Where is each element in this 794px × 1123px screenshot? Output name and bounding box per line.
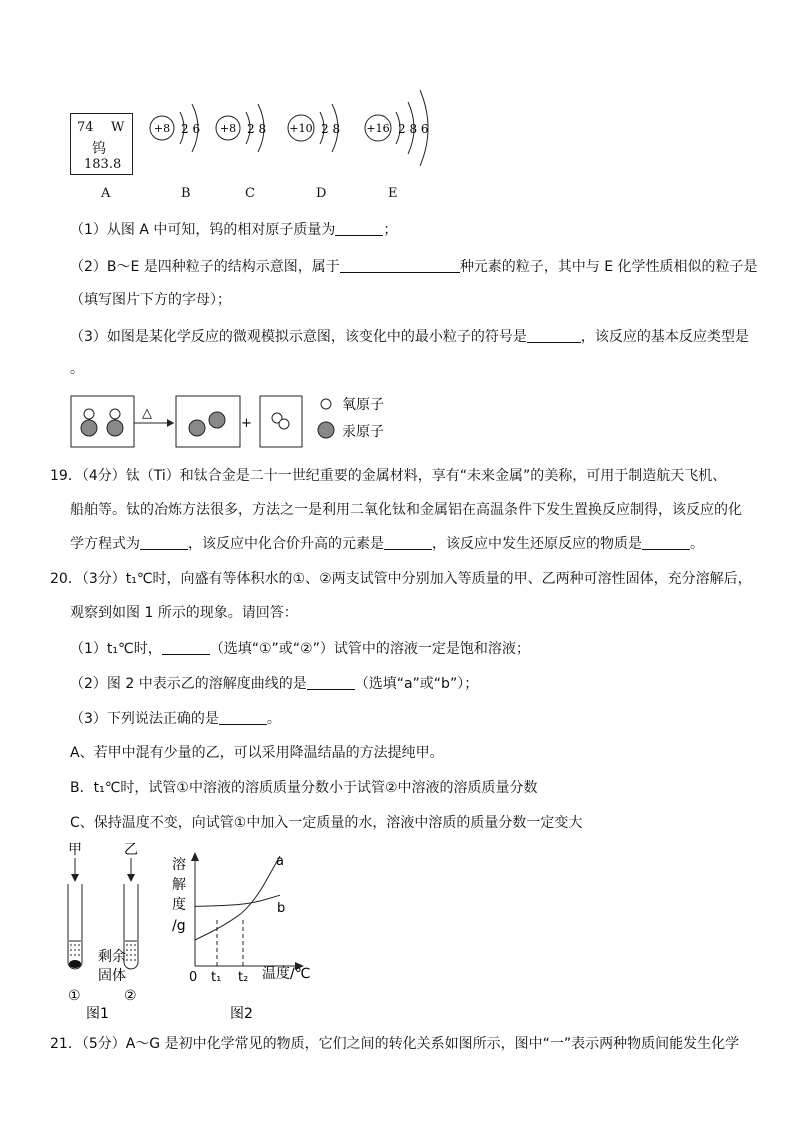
y-label-1: 溶 [172,857,186,873]
curve-b-line [195,895,280,906]
figure-2-solubility-chart [170,848,320,1023]
particle-d-diagram [284,100,356,180]
tube-1-number: ① [68,988,81,1004]
oxygen-atom [110,409,120,419]
x-axis-label: 温度/℃ [262,966,311,982]
q20-part3: （3）下列说法正确的是 。 [70,711,281,727]
particle-e-label: E [388,186,398,201]
particle-e-diagram [362,86,442,180]
answer-blank[interactable] [140,535,188,550]
residue-label-1: 剩余 [98,949,126,965]
plus-sign: + [241,416,252,431]
q20-option-c: C、保持温度不变，向试管①中加入一定质量的水，溶液中溶质的质量分数一定变大 [70,815,583,831]
tungsten-element-box [70,113,133,175]
element-name: 钨 [92,141,106,157]
y-label-4: /g [172,918,186,934]
figure-label-a: A [101,186,111,201]
answer-blank[interactable] [219,710,267,725]
particle-d-label: D [316,186,327,201]
q19-line2: 船舶等。钛的冶炼方法很多，方法之一是利用二氧化钛和金属铝在高温条件下发生置换反应制得，该反应的化 [70,502,742,518]
answer-blank[interactable] [642,535,690,550]
q21-line1: 21．（5分）A～G 是初中化学常见的物质，它们之间的转化关系如图所示，图中“一”表示两种物质间能发生化学 [50,1036,740,1052]
oxygen-atom [279,419,289,429]
q20-line2: 观察到如图 1 所示的现象。请回答： [70,605,298,621]
particle-b-label: B [181,186,191,201]
oxygen-atom [84,409,94,419]
answer-blank[interactable] [307,675,355,690]
tube-yi-label: 乙 [124,842,138,858]
particle-c-label: C [245,186,255,201]
origin-label: 0 [189,970,198,985]
q18-part2: （2）B～E 是四种粒子的结构示意图，属于 种元素的粒子，其中与 E 化学性质相似的粒子是 [70,259,758,275]
q19-line1: 19．（4分）钛（Ti）和钛合金是二十一世纪重要的金属材料，享有“未来金属”的美称，可用于制造航天飞机、 [50,468,727,484]
legend-oxygen-label: 氧原子 [342,397,384,413]
y-label-3: 度 [172,897,186,913]
particle-d-nucleus: +10 [289,122,313,135]
answer-blank[interactable] [335,221,383,236]
mercury-atom [107,420,123,436]
atomic-mass: 183.8 [84,157,122,172]
mercury-atom [81,420,97,436]
particle-c-nucleus: +8 [219,122,237,135]
q18-part2-cont: （填写图片下方的字母）； [70,292,231,308]
answer-blank[interactable] [162,640,210,655]
particle-e-nucleus: +16 [366,122,390,135]
curve-a-line [195,856,280,940]
particle-b-electrons: 2 6 [181,122,201,136]
q18-part1: （1）从图 A 中可知，钨的相对原子质量为 ； [70,222,398,238]
particle-c-electrons: 2 8 [247,122,267,136]
residue-label-2: 固体 [98,968,126,984]
q20-part1: （1）t₁℃时， （选填“①”或“②”）试管中的溶液一定是饱和溶液； [70,641,530,657]
figure-1-test-tubes [60,838,170,1023]
figure-2-caption: 图2 [230,1006,253,1022]
y-label-2: 解 [172,877,186,893]
answer-blank[interactable] [384,535,432,550]
q18-part3-cont: 。 [70,361,84,377]
mercury-atom [189,420,205,436]
q19-line3: 学方程式为 ，该反应中化合价升高的元素是 ，该反应中发生还原反应的物质是 。 [70,536,704,552]
curve-b-label: b [277,901,286,916]
curve-a-label: a [276,854,284,869]
q20-line1: 20．（3分）t₁℃时，向盛有等体积水的①、②两支试管中分别加入等质量的甲、乙两种可溶性固体，充分溶解后， [50,571,752,587]
answer-blank[interactable] [527,328,581,343]
mercury-atom [209,412,225,428]
q20-part2: （2）图 2 中表示乙的溶解度曲线的是 （选填“a”或“b”）； [70,676,479,692]
particle-e-electrons: 2 8 6 [398,122,429,136]
tube-2-number: ② [124,988,137,1004]
t1-label: t₁ [211,970,222,985]
legend-mercury-icon [318,422,334,438]
particle-d-electrons: 2 8 [321,122,341,136]
element-symbol: W [111,120,125,135]
reaction-diagram [70,390,400,452]
legend-mercury-label: 汞原子 [342,424,384,440]
answer-blank[interactable] [340,258,460,273]
residual-solid [69,960,81,968]
particle-c-diagram [212,100,282,180]
particle-b-diagram [148,100,218,180]
figure-1-caption: 图1 [86,1006,109,1022]
atomic-number: 74 [77,120,94,135]
legend-oxygen-icon [321,399,331,409]
q20-option-b: B．t₁℃时，试管①中溶液的溶质质量分数小于试管②中溶液的溶质质量分数 [70,780,538,796]
q18-part3: （3）如图是某化学反应的微观模拟示意图，该变化中的最小粒子的符号是 ，该反应的基本反应类型是 [70,329,749,345]
q20-option-a: A、若甲中混有少量的乙，可以采用降温结晶的方法提纯甲。 [70,745,444,761]
particle-b-nucleus: +8 [153,122,171,135]
t2-label: t₂ [238,970,249,985]
tube-jia-label: 甲 [68,842,82,858]
heat-condition: △ [142,406,152,421]
